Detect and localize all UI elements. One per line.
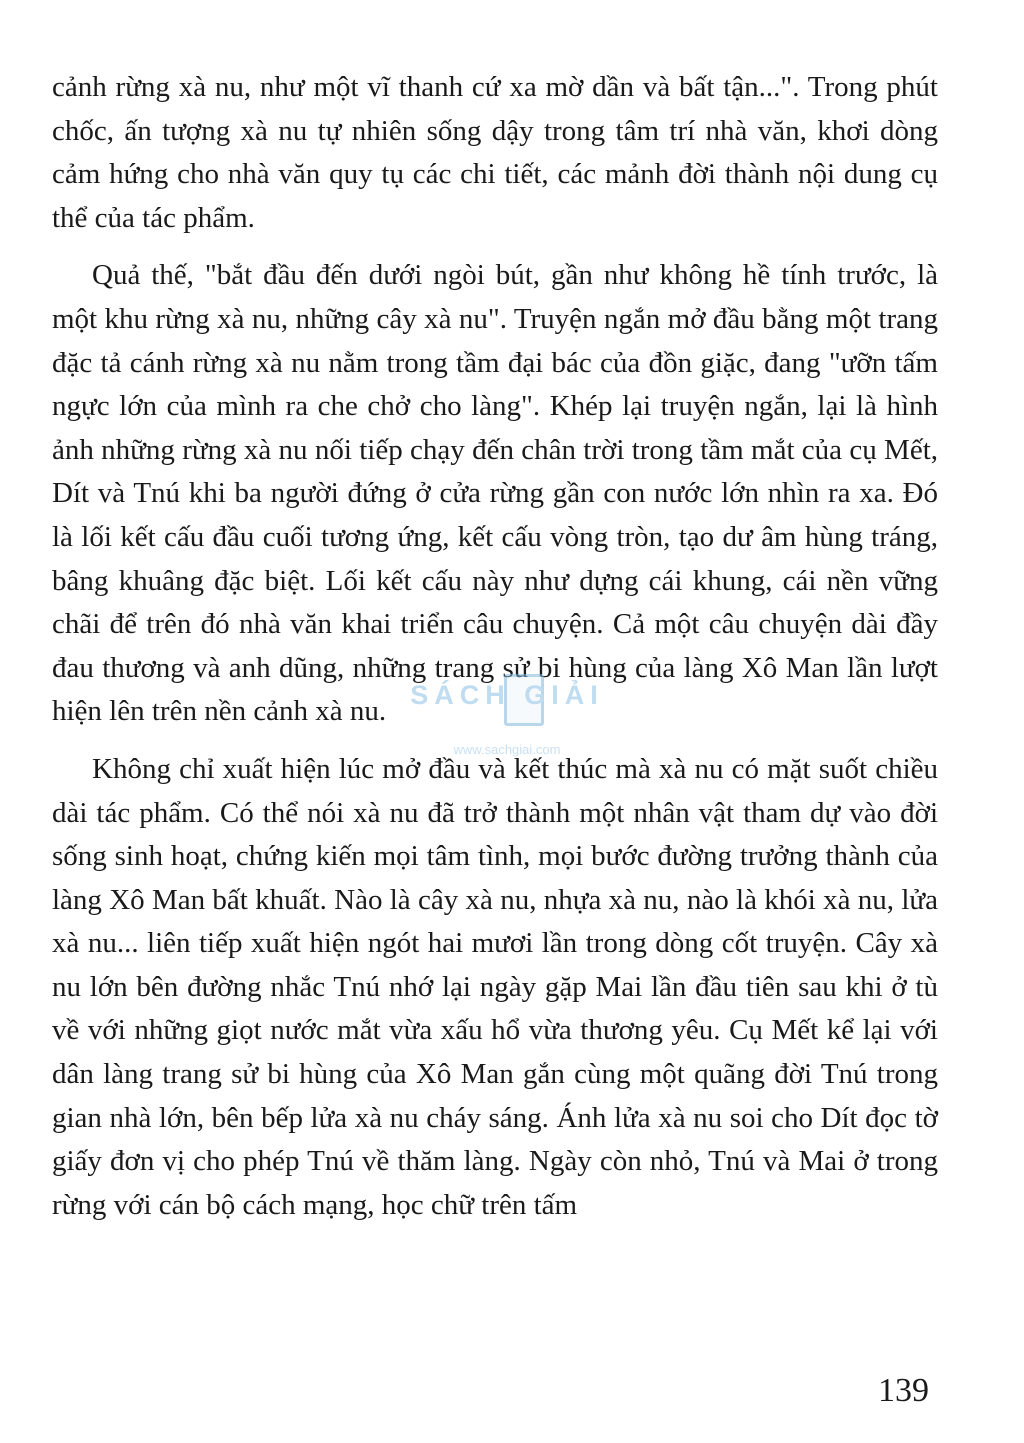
watermark-url: www.sachgiai.com bbox=[453, 742, 561, 757]
paragraph-3: Không chỉ xuất hiện lúc mở đầu và kết thúc mà xà nu có mặt suốt chiều dài tác phẩm. Có thể nói xà nu đã trở thành một nhân vật tham dự vào đời sống sinh hoạt, chứng kiến mọi tâm tình, mọi bước đường trưởng thành của làng Xô Man bất khuất. Nào là cây xà nu, nhựa xà nu, nào là khói xà nu, lửa xà nu... liên tiếp xuất hiện ngót hai mươi lần trong dòng cốt truyện. Cây xà nu lớn bên đường nhắc Tnú nhớ lại ngày gặp Mai lần đầu tiên sau khi ở tù về với những giọt nước mắt vừa xấu hổ vừa thương yêu. Cụ Mết kể lại với dân làng trang sử bi hùng của Xô Man gắn cùng một quãng đời Tnú trong gian nhà lớn, bên bếp lửa xà nu cháy sáng. Ánh lửa xà nu soi cho Dít đọc tờ giấy đơn vị cho phép Tnú về thăm làng. Ngày còn nhỏ, Tnú và Mai ở trong rừng với cán bộ cách mạng, học chữ trên tấm bbox=[52, 752, 938, 1221]
paragraph-1: cảnh rừng xà nu, như một vĩ thanh cứ xa mờ dần và bất tận...". Trong phút chốc, ấn tượng xà nu tự nhiên sống dậy trong tâm trí nhà văn, khơi dòng cảm hứng cho nhà văn quy tụ các chi tiết, các mảnh đời thành nội dung cụ thể của tác phẩm. bbox=[52, 71, 938, 234]
paragraph-2: Quả thế, "bắt đầu đến dưới ngòi bút, gần như không hề tính trước, là một khu rừng xà nu, những cây xà nu". Truyện ngắn mở đầu bằng một trang đặc tả cánh rừng xà nu nằm trong tầm đại bác của đồn giặc, đang "ưỡn tấm ngực lớn của mình ra che chở cho làng". Khép lại truyện ngắn, lại là hình ảnh những rừng xà nu nối tiếp chạy đến chân trời trong tầm mắt của cụ Mết, Dít và Tnú khi ba người đứng ở cửa rừng gần con nước lớn nhìn ra xa. Đó là lối kết cấu đầu cuối tương ứng, kết cấu vòng tròn, tạo dư âm hùng tráng, bâng khuâng đặc biệt. Lối kết cấu này như dựng cái khung, cái nền vững chãi để trên đó nhà văn khai triển câu chuyện. Cả một câu chuyện dài đầy đau thương và anh dũng, những trang sử bi hùng của làng Xô Man lần lượt hiện lên trên nền cảnh xà nu. bbox=[52, 259, 938, 728]
watermark-brand: SÁCH GIẢI bbox=[410, 680, 604, 710]
page-number: 139 bbox=[878, 1372, 929, 1409]
page-body bbox=[52, 66, 938, 1227]
